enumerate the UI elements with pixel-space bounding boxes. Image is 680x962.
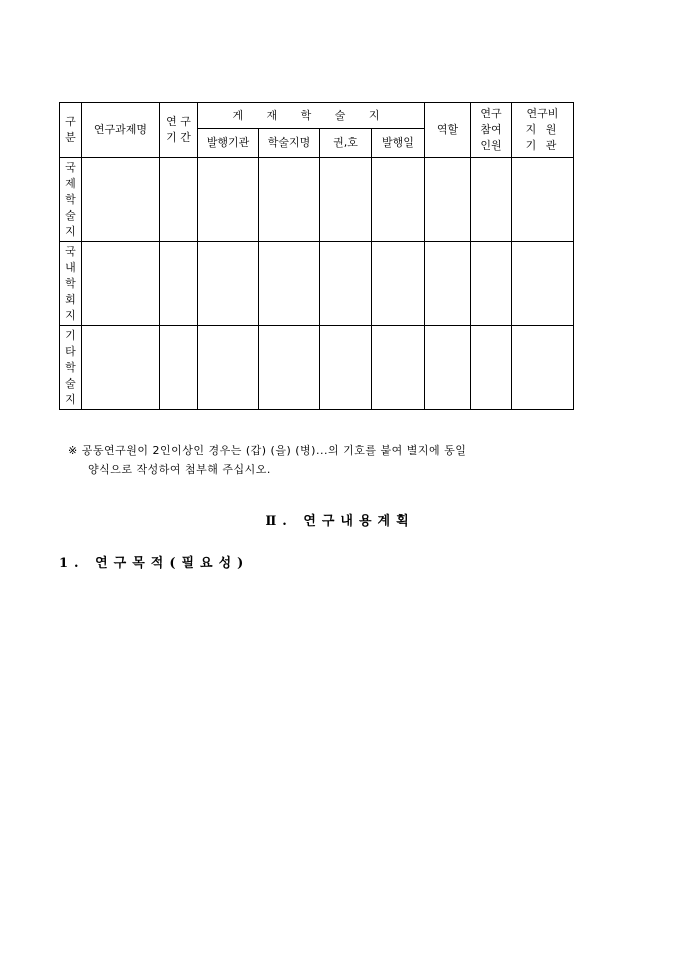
footnote-line-1: ※ 공동연구원이 2인이상인 경우는 (갑) (을) (병)...의 기호를 붙여 별지에 동일 bbox=[68, 444, 467, 457]
header-participants-line: 참여 bbox=[480, 123, 502, 136]
research-record-table bbox=[59, 102, 574, 410]
cell-funding[interactable] bbox=[512, 326, 574, 410]
cell-journal-name[interactable] bbox=[259, 158, 320, 242]
section-title: Ⅱ. 연구내용계획 bbox=[265, 514, 415, 529]
header-volume-issue: 권,호 bbox=[320, 129, 372, 158]
cell-period[interactable] bbox=[160, 242, 198, 326]
cell-participants[interactable] bbox=[471, 326, 512, 410]
header-period-line: 연 구 bbox=[166, 115, 191, 128]
cell-participants[interactable] bbox=[471, 242, 512, 326]
cell-period[interactable] bbox=[160, 158, 198, 242]
cell-publisher[interactable] bbox=[198, 158, 259, 242]
cell-role[interactable] bbox=[425, 158, 471, 242]
row-category-char: 술 bbox=[65, 376, 76, 390]
cell-role[interactable] bbox=[425, 242, 471, 326]
cell-period[interactable] bbox=[160, 326, 198, 410]
row-category-char: 타 bbox=[65, 344, 76, 358]
row-category-char: 국 bbox=[65, 244, 76, 258]
cell-volume-issue[interactable] bbox=[320, 242, 372, 326]
row-category-char: 지 bbox=[65, 224, 76, 238]
row-category-char: 술 bbox=[65, 208, 76, 222]
header-participants-line: 연구 bbox=[480, 107, 502, 120]
header-journal-name: 학술지명 bbox=[259, 129, 320, 158]
header-gubun bbox=[60, 103, 82, 158]
header-period bbox=[160, 103, 198, 158]
cell-project-name[interactable] bbox=[82, 242, 160, 326]
header-gubun-char: 분 bbox=[65, 131, 76, 144]
header-gubun-char: 구 bbox=[65, 115, 76, 128]
table-row bbox=[60, 326, 574, 410]
cell-publisher[interactable] bbox=[198, 326, 259, 410]
row-category-char: 학 bbox=[65, 276, 76, 290]
cell-project-name[interactable] bbox=[82, 326, 160, 410]
cell-role[interactable] bbox=[425, 326, 471, 410]
row-category-char: 제 bbox=[65, 176, 76, 190]
cell-publisher[interactable] bbox=[198, 242, 259, 326]
row-category-char: 지 bbox=[65, 308, 76, 322]
cell-publish-date[interactable] bbox=[372, 242, 425, 326]
header-publish-date: 발행일 bbox=[372, 129, 425, 158]
row-category bbox=[60, 242, 82, 326]
table-row bbox=[60, 158, 574, 242]
cell-project-name[interactable] bbox=[82, 158, 160, 242]
row-category-char: 지 bbox=[65, 392, 76, 406]
header-participants-line: 인원 bbox=[480, 139, 502, 152]
header-funding-line: 지 원 bbox=[525, 123, 560, 136]
row-category-char: 내 bbox=[65, 260, 76, 274]
cell-volume-issue[interactable] bbox=[320, 326, 372, 410]
row-category-char: 기 bbox=[65, 328, 76, 342]
header-journal: 게 재 학 술 지 bbox=[198, 103, 425, 129]
header-participants bbox=[471, 103, 512, 158]
cell-participants[interactable] bbox=[471, 158, 512, 242]
row-category bbox=[60, 326, 82, 410]
table-row bbox=[60, 242, 574, 326]
row-category-char: 학 bbox=[65, 192, 76, 206]
header-row bbox=[60, 103, 574, 129]
cell-funding[interactable] bbox=[512, 158, 574, 242]
cell-funding[interactable] bbox=[512, 242, 574, 326]
cell-publish-date[interactable] bbox=[372, 158, 425, 242]
footnote-line-2: 양식으로 작성하여 첨부해 주십시오. bbox=[88, 463, 271, 476]
cell-volume-issue[interactable] bbox=[320, 158, 372, 242]
cell-publish-date[interactable] bbox=[372, 326, 425, 410]
header-role: 역할 bbox=[425, 103, 471, 158]
cell-journal-name[interactable] bbox=[259, 242, 320, 326]
cell-journal-name[interactable] bbox=[259, 326, 320, 410]
row-category-char: 회 bbox=[65, 292, 76, 306]
subsection-title: 1. 연구목적(필요성) bbox=[59, 556, 250, 571]
header-period-line: 기 간 bbox=[166, 131, 191, 144]
header-funding bbox=[512, 103, 574, 158]
header-funding-line: 기 관 bbox=[525, 139, 560, 152]
row-category-char: 학 bbox=[65, 360, 76, 374]
footnote bbox=[68, 441, 628, 479]
header-funding-line: 연구비 bbox=[526, 107, 559, 120]
header-project-name: 연구과제명 bbox=[82, 103, 160, 158]
row-category bbox=[60, 158, 82, 242]
row-category-char: 국 bbox=[65, 160, 76, 174]
header-publisher: 발행기관 bbox=[198, 129, 259, 158]
